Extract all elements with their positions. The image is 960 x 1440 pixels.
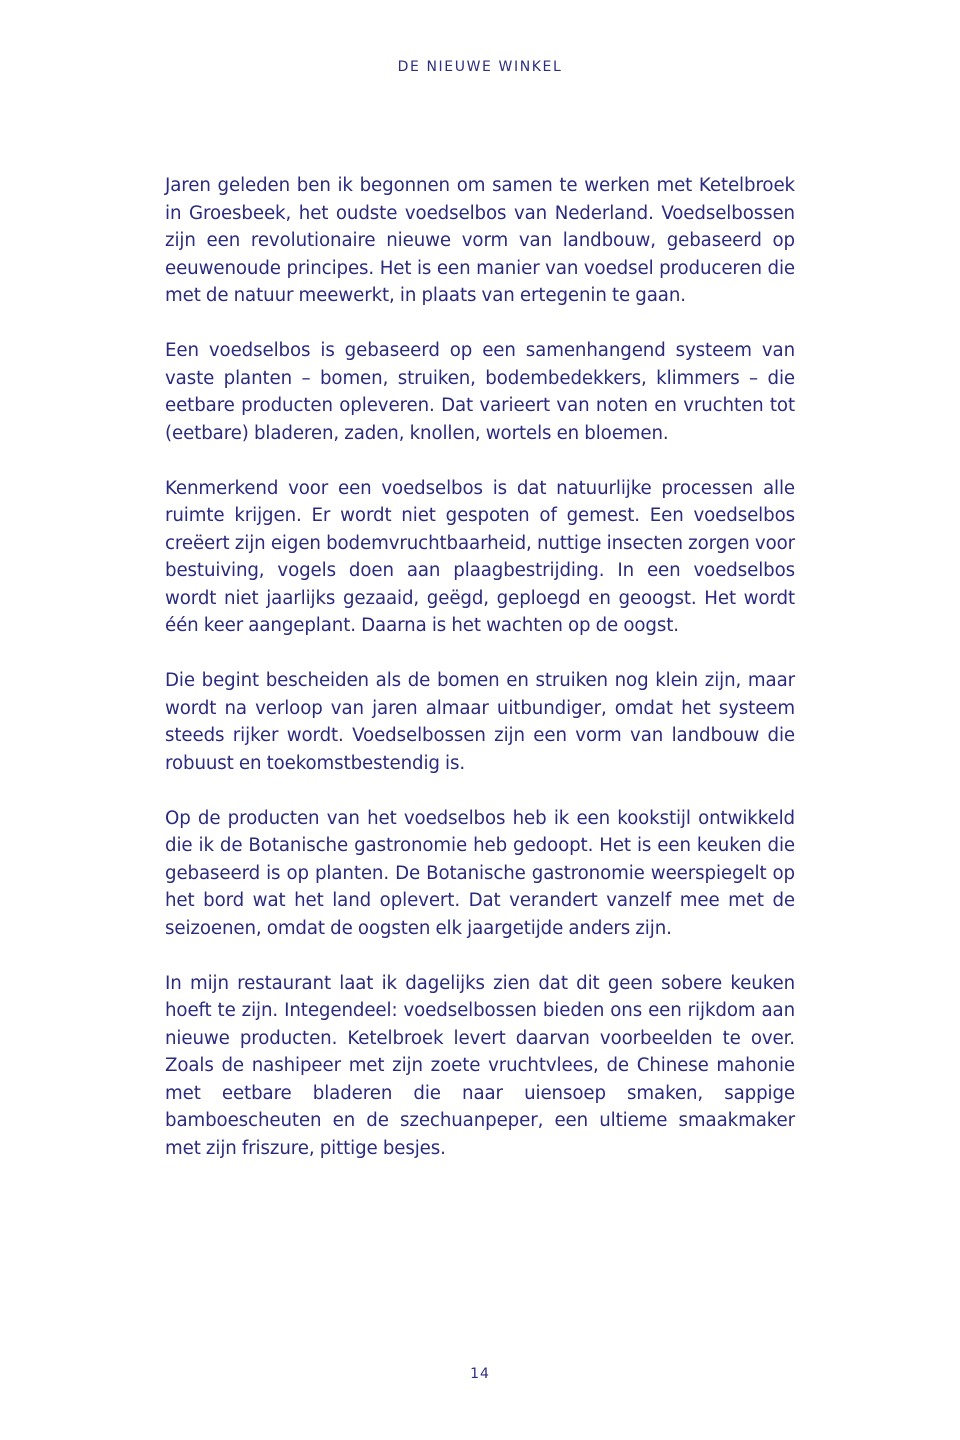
paragraph: Op de producten van het voedselbos heb ik een kookstijl ontwikkeld die ik de Botanische gastronomie heb gedoopt. Het is een keuken die gebaseerd is op planten. De Botanische gastronomie weerspiegelt op het bord wat het land oplevert. Dat verandert vanzelf mee met de seizoenen, omdat de oogsten elk jaargetijde anders zijn.: [165, 807, 795, 939]
page-number: 14: [470, 1366, 490, 1382]
body-text: [165, 172, 795, 1190]
paragraph: In mijn restaurant laat ik dagelijks zien dat dit geen sobere keuken hoeft te zijn. Integendeel: voedselbossen bieden ons een rijkdom aan nieuwe producten. Ketelbroek levert daarvan voorbeelden te over. Zoals de nashipeer met zijn zoete vruchtvlees, de Chinese mahonie met eetbare bladeren die naar uiensoep smaken, sappige bamboescheuten en de szechuanpeper, een ultieme smaakmaker met zijn friszure, pittige besjes.: [165, 972, 795, 1159]
running-header: DE NIEUWE WINKEL: [397, 59, 563, 75]
paragraph: Jaren geleden ben ik begonnen om samen te werken met Ketelbroek in Groesbeek, het oudste voedselbos van Nederland. Voedselbossen zijn een revolutionaire nieuwe vorm van landbouw, gebaseerd op eeuwenoude principes. Het is een manier van voedsel produceren die met de natuur meewerkt, in plaats van ertegenin te gaan.: [165, 175, 795, 306]
paragraph: Die begint bescheiden als de bomen en struiken nog klein zijn, maar wordt na verloop van jaren almaar uitbundiger, omdat het systeem steeds rijker wordt. Voedselbossen zijn een vorm van landbouw die robuust en toekomstbestendig is.: [165, 670, 795, 774]
paragraph: Een voedselbos is gebaseerd op een samenhangend systeem van vaste planten – bomen, struiken, bodembedekkers, klimmers – die eetbare producten opleveren. Dat varieert van noten en vruchten tot (eetbare) bladeren, zaden, knollen, wortels en bloemen.: [165, 340, 795, 444]
paragraph: Kenmerkend voor een voedselbos is dat natuurlijke processen alle ruimte krijgen. Er wordt niet gespoten of gemest. Een voedselbos creëert zijn eigen bodemvruchtbaarheid, nuttige insecten zorgen voor bestuiving, vogels doen aan plaagbestrijding. In een voedselbos wordt niet jaarlijks gezaaid, geëgd, geploegd en geoogst. Het wordt één keer aangeplant. Daarna is het wachten op de oogst.: [165, 477, 795, 636]
